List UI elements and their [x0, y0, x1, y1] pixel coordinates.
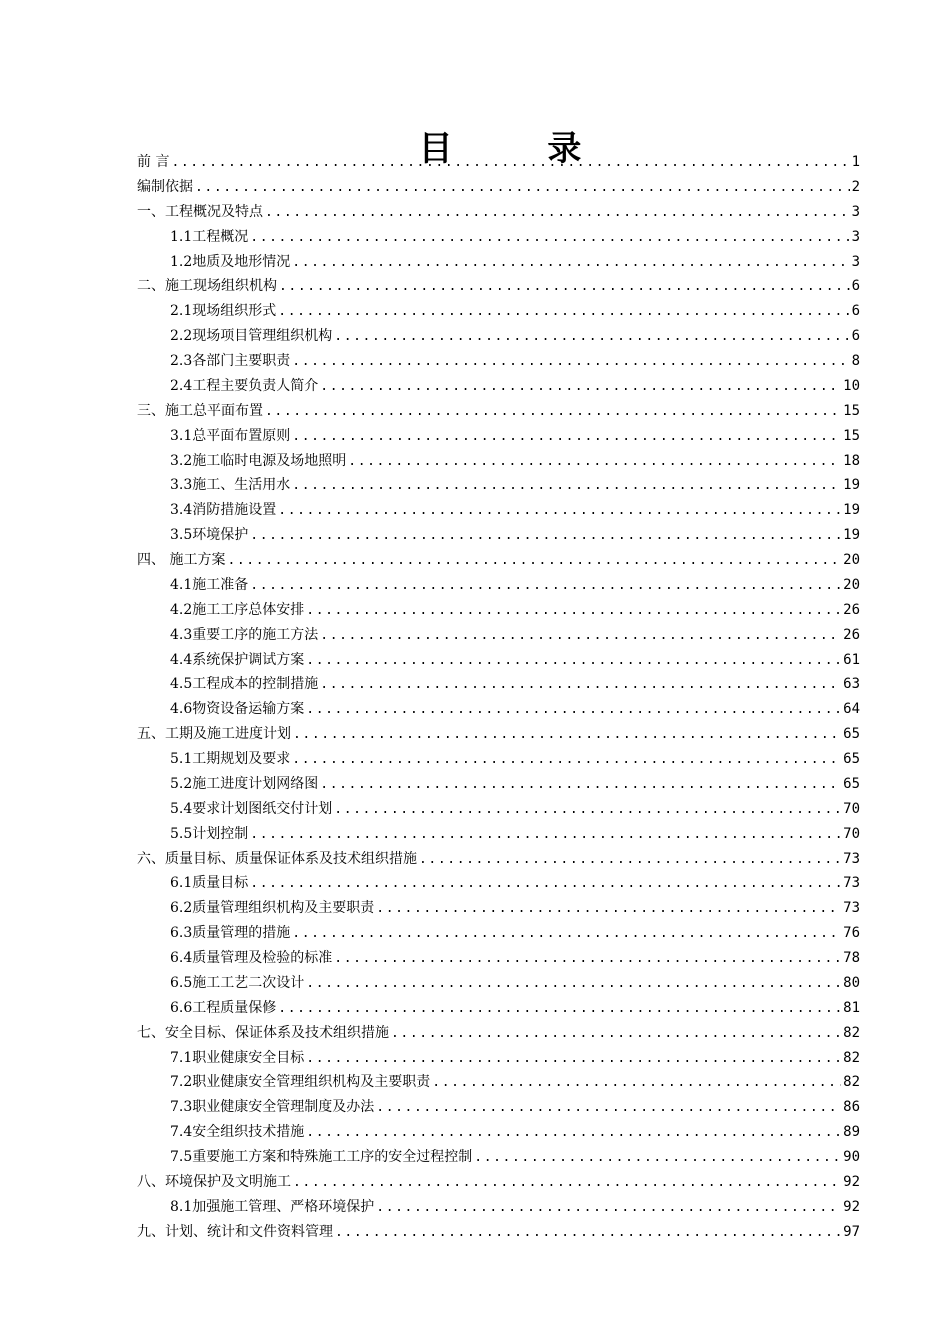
toc-dot-leader — [306, 972, 841, 996]
toc-entry[interactable] — [137, 274, 860, 299]
toc-dot-leader — [306, 1047, 841, 1071]
toc-entry[interactable] — [137, 250, 860, 275]
toc-entry[interactable] — [137, 200, 860, 225]
toc-entry-label: 5.4要求计划图纸交付计划 — [170, 800, 333, 817]
toc-entry-label: 4.5工程成本的控制措施 — [170, 676, 319, 693]
toc-entry-label: 2.1现场组织形式 — [170, 303, 277, 320]
toc-dot-leader — [250, 524, 841, 548]
toc-entry-label: 6.1质量目标 — [170, 875, 249, 892]
toc-dot-leader — [306, 1121, 841, 1145]
toc-dot-leader — [334, 325, 849, 349]
toc-entry-label: 五、工期及施工进度计划 — [137, 726, 291, 743]
toc-dot-leader — [306, 599, 841, 623]
toc-entry-page-number: 97 — [843, 1223, 860, 1240]
toc-entry[interactable] — [137, 598, 860, 623]
toc-entry[interactable] — [137, 672, 860, 697]
toc-dot-leader — [306, 698, 841, 722]
toc-entry-page-number: 65 — [843, 726, 860, 743]
toc-entry-page-number: 6 — [851, 328, 860, 345]
toc-entry-page-number: 3 — [851, 228, 860, 245]
toc-entry-label: 九、计划、统计和文件资料管理 — [137, 1223, 333, 1240]
toc-entry-page-number: 18 — [843, 452, 860, 469]
toc-dot-leader — [265, 201, 850, 225]
toc-dot-leader — [227, 549, 841, 573]
toc-dot-leader — [334, 798, 841, 822]
toc-entry-page-number: 73 — [843, 850, 860, 867]
toc-entry[interactable] — [137, 1170, 860, 1195]
toc-entry-page-number: 70 — [843, 800, 860, 817]
toc-entry-page-number: 78 — [843, 950, 860, 966]
toc-entry-page-number: 19 — [843, 477, 860, 494]
toc-entry[interactable] — [137, 1046, 860, 1071]
toc-entry[interactable] — [137, 623, 860, 648]
toc-entry-label: 8.1加强施工管理、严格环境保护 — [170, 1198, 375, 1215]
toc-entry-page-number: 26 — [843, 601, 860, 618]
toc-entry[interactable] — [137, 399, 860, 424]
toc-entry-label: 4.3重要工序的施工方法 — [170, 626, 319, 643]
toc-entry-label: 六、质量目标、质量保证体系及技术组织措施 — [137, 850, 417, 867]
toc-entry-label: 一、工程概况及特点 — [137, 203, 263, 220]
toc-entry-page-number: 20 — [843, 576, 860, 593]
toc-entry-label: 3.4消防措施设置 — [170, 502, 277, 519]
toc-entry-label: 前 言 — [137, 154, 170, 170]
toc-entry-page-number: 92 — [843, 1173, 860, 1190]
toc-entry-label: 2.4工程主要负责人简介 — [170, 377, 319, 394]
toc-dot-leader — [278, 499, 841, 523]
toc-entry-page-number: 89 — [843, 1124, 860, 1141]
toc-entry-label: 7.4安全组织技术措施 — [170, 1124, 305, 1141]
toc-entry-page-number: 81 — [843, 999, 860, 1016]
toc-entry-page-number: 10 — [843, 377, 860, 394]
toc-entry[interactable] — [137, 324, 860, 349]
toc-dot-leader — [250, 823, 841, 847]
toc-entry[interactable] — [137, 225, 860, 250]
toc-entry-page-number: 65 — [843, 775, 860, 792]
toc-dot-leader — [419, 848, 841, 872]
toc-title: 目 录 — [418, 128, 582, 169]
toc-entry[interactable] — [137, 498, 860, 523]
toc-entry[interactable] — [137, 1120, 860, 1145]
toc-entry[interactable] — [137, 523, 860, 548]
toc-entry[interactable] — [137, 1070, 860, 1095]
toc-entry-label: 三、施工总平面布置 — [137, 402, 263, 419]
toc-dot-leader — [265, 400, 841, 424]
toc-entry-label: 编制依据 — [137, 178, 193, 195]
toc-entry[interactable] — [137, 971, 860, 996]
toc-entry-label: 6.6工程质量保修 — [170, 999, 277, 1016]
toc-entry-page-number: 82 — [843, 1074, 860, 1091]
toc-entry[interactable] — [137, 648, 860, 673]
toc-entry-label: 七、安全目标、保证体系及技术组织措施 — [137, 1024, 389, 1041]
toc-dot-leader — [292, 425, 841, 449]
toc-entry[interactable] — [137, 1145, 860, 1170]
toc-entry-label: 2.2现场项目管理组织机构 — [170, 328, 333, 345]
toc-dot-leader — [348, 450, 841, 474]
toc-entry-label: 5.5计划控制 — [170, 825, 249, 842]
toc-entry-label: 3.1总平面布置原则 — [170, 427, 291, 444]
toc-entry-page-number: 64 — [843, 701, 860, 718]
toc-entry[interactable] — [137, 747, 860, 772]
toc-dot-leader — [293, 723, 841, 747]
toc-entry[interactable] — [137, 871, 860, 896]
toc-entry-label: 2.3各部门主要职责 — [170, 353, 291, 369]
toc-entry-label: 6.3质量管理的措施 — [170, 925, 291, 942]
toc-entry-label: 4.4系统保护调试方案 — [170, 651, 305, 668]
toc-entry-page-number: 90 — [843, 1149, 860, 1165]
toc-entry-label: 5.2施工进度计划网络图 — [170, 775, 319, 792]
toc-entry-label: 7.3职业健康安全管理制度及办法 — [170, 1099, 375, 1116]
toc-entry-page-number: 3 — [851, 253, 860, 270]
toc-entry[interactable] — [137, 946, 860, 971]
toc-dot-leader — [250, 574, 841, 598]
toc-dot-leader — [279, 275, 850, 299]
toc-entry-page-number: 3 — [851, 203, 860, 220]
toc-entry-page-number: 1 — [851, 154, 860, 170]
toc-entry-label: 1.1工程概况 — [170, 228, 249, 245]
toc-entry-label: 4.1施工准备 — [170, 576, 249, 593]
toc-entry-page-number: 15 — [843, 402, 860, 419]
toc-entry-page-number: 82 — [843, 1024, 860, 1041]
toc-entry-page-number: 73 — [843, 875, 860, 892]
toc-dot-leader — [320, 375, 841, 399]
toc-entry[interactable] — [137, 175, 860, 200]
toc-entry-label: 5.1工期规划及要求 — [170, 751, 291, 767]
toc-entry[interactable] — [137, 548, 860, 573]
toc-entry-label: 3.5环境保护 — [170, 527, 249, 544]
toc-entry[interactable] — [137, 772, 860, 797]
toc-entry-page-number: 80 — [843, 974, 860, 991]
toc-entry-page-number: 65 — [843, 751, 860, 767]
toc-dot-leader — [250, 226, 849, 250]
toc-entry-page-number: 8 — [851, 353, 860, 369]
toc-entry-page-number: 19 — [843, 502, 860, 519]
toc-entry-label: 7.5重要施工方案和特殊施工工序的安全过程控制 — [170, 1149, 473, 1165]
toc-entry[interactable] — [137, 374, 860, 399]
toc-entry-page-number: 61 — [843, 651, 860, 668]
toc-dot-leader — [292, 748, 841, 772]
toc-entry[interactable] — [137, 1095, 860, 1120]
toc-dot-leader — [474, 1146, 841, 1170]
toc-entry-label: 4.6物资设备运输方案 — [170, 701, 305, 718]
toc-dot-leader — [320, 673, 841, 697]
toc-entry-page-number: 63 — [843, 676, 860, 693]
toc-dot-leader — [292, 922, 841, 946]
toc-entry-page-number: 70 — [843, 825, 860, 842]
toc-dot-leader — [293, 1171, 841, 1195]
toc-dot-leader — [334, 947, 841, 971]
toc-entry-page-number: 2 — [851, 178, 860, 195]
toc-entry[interactable] — [137, 822, 860, 847]
toc-entry[interactable] — [137, 349, 860, 374]
toc-dot-leader — [292, 474, 841, 498]
toc-entry-page-number: 26 — [843, 626, 860, 643]
toc-entry[interactable] — [137, 473, 860, 498]
toc-entry[interactable] — [137, 1195, 860, 1220]
toc-entry[interactable] — [137, 722, 860, 747]
toc-entry-page-number: 73 — [843, 900, 860, 917]
toc-entry-page-number: 6 — [851, 278, 860, 295]
toc-dot-leader — [292, 251, 849, 275]
toc-entry[interactable] — [137, 299, 860, 324]
toc-entry[interactable] — [137, 996, 860, 1021]
toc-entry[interactable] — [137, 697, 860, 722]
toc-entry[interactable] — [137, 449, 860, 474]
toc-dot-leader — [432, 1071, 841, 1095]
toc-entry-label: 四、 施工方案 — [137, 552, 226, 568]
toc-dot-leader — [306, 649, 841, 673]
toc-entry-label: 3.3施工、生活用水 — [170, 477, 291, 494]
toc-entry[interactable] — [137, 896, 860, 921]
toc-dot-leader — [320, 624, 841, 648]
toc-entry-label: 3.2施工临时电源及场地照明 — [170, 452, 347, 469]
toc-entry[interactable] — [137, 150, 860, 175]
toc-dot-leader — [335, 1221, 841, 1245]
toc-dot-leader — [376, 897, 841, 921]
toc-entry[interactable] — [137, 1220, 860, 1245]
toc-entry-label: 1.2地质及地形情况 — [170, 253, 291, 270]
toc-dot-leader — [250, 872, 841, 896]
toc-dot-leader — [195, 176, 850, 200]
toc-entry[interactable] — [137, 921, 860, 946]
toc-entry-page-number: 76 — [843, 925, 860, 942]
toc-dot-leader — [171, 151, 849, 175]
toc-entry-label: 6.2质量管理组织机构及主要职责 — [170, 900, 375, 917]
toc-dot-leader — [320, 773, 841, 797]
toc-entry-label: 6.5施工工艺二次设计 — [170, 974, 305, 991]
toc-entry-page-number: 6 — [851, 303, 860, 320]
toc-dot-leader — [376, 1196, 841, 1220]
toc-entry[interactable] — [137, 797, 860, 822]
toc-entry-label: 6.4质量管理及检验的标准 — [170, 950, 333, 966]
toc-entry-page-number: 86 — [843, 1099, 860, 1116]
toc-dot-leader — [376, 1096, 841, 1120]
toc-dot-leader — [292, 350, 849, 374]
toc-entry-label: 4.2施工工序总体安排 — [170, 601, 305, 618]
toc-entry[interactable] — [137, 1021, 860, 1046]
toc-entry[interactable] — [137, 847, 860, 872]
toc-dot-leader — [278, 997, 841, 1021]
toc-entry-label: 7.1职业健康安全目标 — [170, 1049, 305, 1066]
table-of-contents — [137, 150, 860, 1245]
toc-entry-label: 7.2职业健康安全管理组织机构及主要职责 — [170, 1074, 431, 1091]
toc-dot-leader — [391, 1022, 841, 1046]
toc-dot-leader — [278, 300, 849, 324]
toc-entry[interactable] — [137, 424, 860, 449]
toc-entry-page-number: 15 — [843, 427, 860, 444]
toc-entry-page-number: 92 — [843, 1198, 860, 1215]
toc-entry-page-number: 20 — [843, 552, 860, 568]
toc-entry-label: 二、施工现场组织机构 — [137, 278, 277, 295]
toc-entry-label: 八、环境保护及文明施工 — [137, 1173, 291, 1190]
toc-entry[interactable] — [137, 573, 860, 598]
toc-entry-page-number: 82 — [843, 1049, 860, 1066]
toc-entry-page-number: 19 — [843, 527, 860, 544]
